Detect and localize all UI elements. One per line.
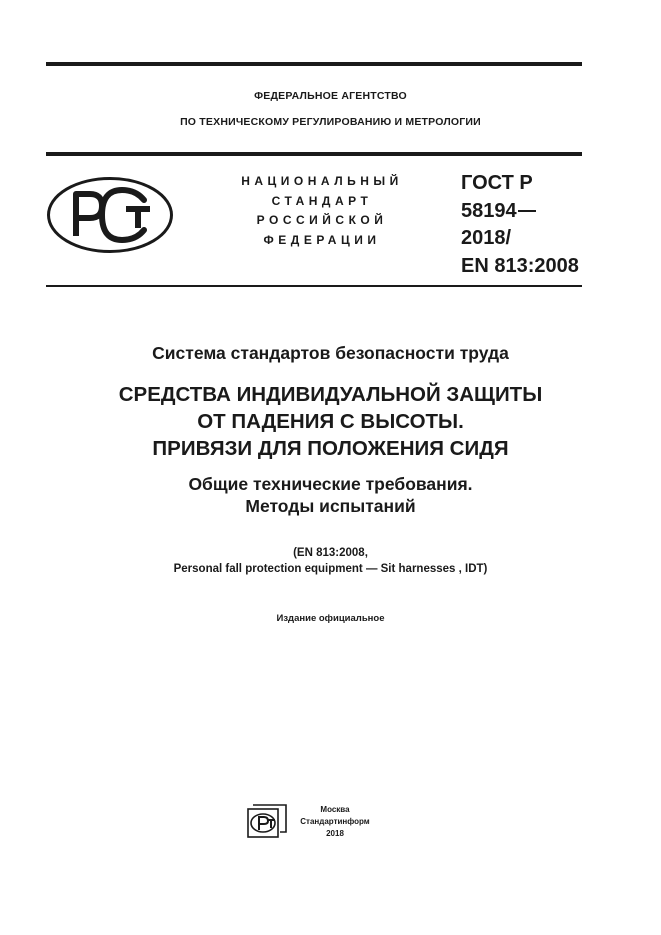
edition-label: Издание официальное [276,613,385,624]
gost-number: 58194 [461,199,517,222]
publisher-block [292,804,378,840]
agency-line-2: ПО ТЕХНИЧЕСКОМУ РЕГУЛИРОВАНИЮ И МЕТРОЛОГИИ [180,116,481,128]
block-rule [46,285,582,287]
standard-type-line: СТАНДАРТ [271,193,373,208]
series-title: Система стандартов безопасности труда [152,343,509,363]
standard-type-line: ФЕДЕРАЦИИ [263,232,381,247]
sub-title-line: Методы испытаний [245,496,416,516]
sub-title [0,473,661,517]
gost-year: 2018/ [461,227,512,249]
standard-type-line: РОССИЙСКОЙ [256,213,388,227]
gost-dash [518,210,536,212]
equivalence-line-2: Personal fall protection equipment — Sit harnesses , IDT) [173,563,488,575]
gost-number-line [461,198,579,226]
equivalence-line-1: (EN 813:2008, [293,547,368,559]
equivalence-note [0,545,661,577]
header-rule [46,152,582,156]
top-rule [46,62,582,66]
standartinform-logo-icon [247,804,287,838]
publisher-name: Стандартинформ [300,817,370,826]
gost-designation [461,170,579,280]
standard-type [232,172,412,250]
gost-prefix: ГОСТ Р [461,172,533,194]
main-title [0,381,661,462]
agency-line-1: ФЕДЕРАЛЬНОЕ АГЕНТСТВО [254,90,407,102]
main-title-line: ОТ ПАДЕНИЯ С ВЫСОТЫ. [197,410,464,433]
standard-type-line: НАЦИОНАЛЬНЫЙ [241,174,403,188]
publisher-city: Москва [320,805,350,814]
main-title-line: СРЕДСТВА ИНДИВИДУАЛЬНОЙ ЗАЩИТЫ [118,383,543,406]
main-title-line: ПРИВЯЗИ ДЛЯ ПОЛОЖЕНИЯ СИДЯ [152,437,509,460]
rst-certification-logo-icon [46,176,174,254]
publisher-year: 2018 [326,829,344,838]
sub-title-line: Общие технические требования. [188,474,473,494]
gost-en: EN 813:2008 [461,254,579,277]
